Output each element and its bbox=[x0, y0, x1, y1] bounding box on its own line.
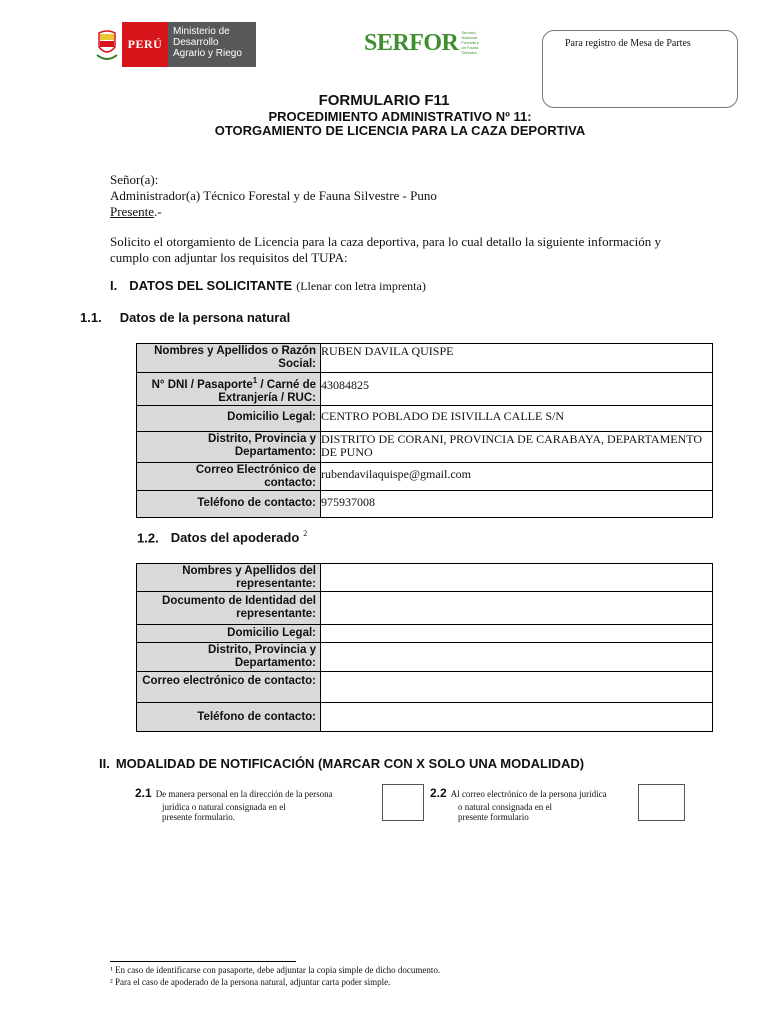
dni-value[interactable]: 43084825 bbox=[321, 373, 713, 406]
footnote-divider bbox=[110, 961, 296, 962]
notification-option-personal bbox=[135, 784, 375, 822]
apoderado-telefono-input[interactable] bbox=[321, 703, 713, 732]
table-row bbox=[137, 344, 713, 373]
table-row bbox=[137, 625, 713, 643]
coat-of-arms-icon bbox=[92, 22, 122, 67]
intro-line-2: cumplo con adjuntar los requisitos del TUPA: bbox=[110, 250, 348, 265]
field-label: Documento de Identidad del representante: bbox=[137, 592, 321, 625]
option-text-line-2: o natural consignada en el bbox=[458, 802, 552, 812]
option-text-line-3: presente formulario bbox=[458, 812, 529, 822]
footnote-ref-2: 2 bbox=[303, 529, 308, 538]
salutation-addressee: Administrador(a) Técnico Forestal y de Fauna Silvestre - Puno bbox=[110, 188, 437, 203]
footnote-ref-1: 1 bbox=[252, 376, 258, 385]
table-row bbox=[137, 431, 713, 462]
table-row bbox=[137, 373, 713, 406]
section-2-number: II. bbox=[99, 756, 110, 771]
persona-natural-table bbox=[136, 343, 713, 518]
government-logo bbox=[92, 22, 256, 67]
field-label: Correo Electrónico de contacto: bbox=[137, 462, 321, 490]
apoderado-table bbox=[136, 563, 713, 732]
table-row bbox=[137, 703, 713, 732]
table-row bbox=[137, 490, 713, 517]
mesa-de-partes-label: Para registro de Mesa de Partes bbox=[565, 38, 691, 49]
serfor-subtitle: Servicio Nacional Forestal y de Fauna Silvestre bbox=[461, 30, 479, 55]
footnote-2: ² Para el caso de apoderado de la persona natural, adjuntar carta poder simple. bbox=[110, 977, 391, 987]
section-1-number: I. bbox=[110, 278, 118, 293]
nombres-value[interactable]: RUBEN DAVILA QUISPE bbox=[321, 344, 713, 373]
form-title: FORMULARIO F11 bbox=[318, 92, 450, 109]
serfor-name: SERFOR bbox=[364, 30, 459, 56]
field-label: Distrito, Provincia y Departamento: bbox=[137, 431, 321, 462]
notification-email-checkbox[interactable] bbox=[638, 784, 685, 821]
field-label: Domicilio Legal: bbox=[137, 625, 321, 643]
presente-suffix: .- bbox=[154, 204, 162, 219]
subsection-1-1-number: 1.1. bbox=[80, 310, 102, 325]
subject-title: OTORGAMIENTO DE LICENCIA PARA LA CAZA DEPORTIVA bbox=[214, 123, 586, 138]
notification-personal-checkbox[interactable] bbox=[382, 784, 424, 821]
distrito-value[interactable]: DISTRITO DE CORANI, PROVINCIA DE CARABAYA, DEPARTAMENTO DE PUNO bbox=[321, 431, 713, 462]
field-label: Nombres y Apellidos del representante: bbox=[137, 564, 321, 592]
apoderado-distrito-input[interactable] bbox=[321, 643, 713, 672]
field-label: Nombres y Apellidos o Razón Social: bbox=[137, 344, 321, 373]
table-row bbox=[137, 462, 713, 490]
table-row bbox=[137, 643, 713, 672]
option-number: 2.1 bbox=[135, 786, 152, 800]
dni-label-pre: N° DNI / Pasaporte bbox=[151, 378, 253, 391]
presente-word: Presente bbox=[110, 204, 155, 219]
telefono-value[interactable]: 975937008 bbox=[321, 490, 713, 517]
salutation-senor: Señor(a): bbox=[110, 172, 159, 187]
field-label: Correo electrónico de contacto: bbox=[137, 672, 321, 703]
salutation-presente bbox=[110, 204, 162, 219]
option-number: 2.2 bbox=[430, 786, 447, 800]
apoderado-domicilio-input[interactable] bbox=[321, 625, 713, 643]
field-label: Teléfono de contacto: bbox=[137, 490, 321, 517]
field-label: Distrito, Provincia y Departamento: bbox=[137, 643, 321, 672]
correo-value[interactable]: rubendavilaquispe@gmail.com bbox=[321, 462, 713, 490]
apoderado-nombres-input[interactable] bbox=[321, 564, 713, 592]
section-2-title: MODALIDAD DE NOTIFICACIÓN (MARCAR CON X SOLO UNA MODALIDAD) bbox=[115, 756, 585, 771]
field-label bbox=[137, 373, 321, 406]
table-row bbox=[137, 672, 713, 703]
subsection-1-1-heading bbox=[80, 309, 290, 327]
section-1-heading bbox=[110, 277, 426, 295]
field-label: Teléfono de contacto: bbox=[137, 703, 321, 732]
section-1-note: (Llenar con letra imprenta) bbox=[296, 279, 426, 293]
table-row bbox=[137, 592, 713, 625]
footnote-1: ¹ En caso de identificarse con pasaporte, debe adjuntar la copia simple de dicho documento. bbox=[110, 965, 441, 975]
apoderado-correo-input[interactable] bbox=[321, 672, 713, 703]
peru-label: PERÚ bbox=[122, 22, 168, 67]
apoderado-documento-input[interactable] bbox=[321, 592, 713, 625]
table-row bbox=[137, 405, 713, 431]
option-text-line-1: Al correo electrónico de la persona jurídica bbox=[450, 789, 607, 799]
section-2-heading bbox=[99, 755, 584, 773]
option-text-line-2: jurídica o natural consignada en el bbox=[162, 802, 286, 812]
serfor-logo bbox=[364, 30, 481, 56]
dni-label-post: / Carné de Extranjería / RUC: bbox=[218, 378, 316, 404]
intro-line-1: Solicito el otorgamiento de Licencia para la caza deportiva, para lo cual detallo la siguiente información y bbox=[110, 234, 661, 249]
option-text-line-3: presente formulario. bbox=[162, 812, 235, 822]
ministry-name: Ministerio de Desarrollo Agrario y Riego bbox=[168, 22, 256, 67]
notification-option-email bbox=[430, 784, 650, 822]
subsection-1-2-number: 1.2. bbox=[137, 530, 159, 546]
domicilio-value[interactable]: CENTRO POBLADO DE ISIVILLA CALLE S/N bbox=[321, 405, 713, 431]
section-1-title: DATOS DEL SOLICITANTE bbox=[129, 278, 293, 293]
field-label: Domicilio Legal: bbox=[137, 405, 321, 431]
subsection-1-2-title: Datos del apoderado bbox=[170, 530, 300, 546]
subsection-1-2-heading bbox=[137, 529, 307, 547]
table-row bbox=[137, 564, 713, 592]
subsection-1-1-title: Datos de la persona natural bbox=[119, 310, 291, 325]
option-text-line-1: De manera personal en la dirección de la persona bbox=[155, 789, 333, 799]
procedure-title: PROCEDIMIENTO ADMINISTRATIVO Nº 11: bbox=[268, 109, 532, 124]
